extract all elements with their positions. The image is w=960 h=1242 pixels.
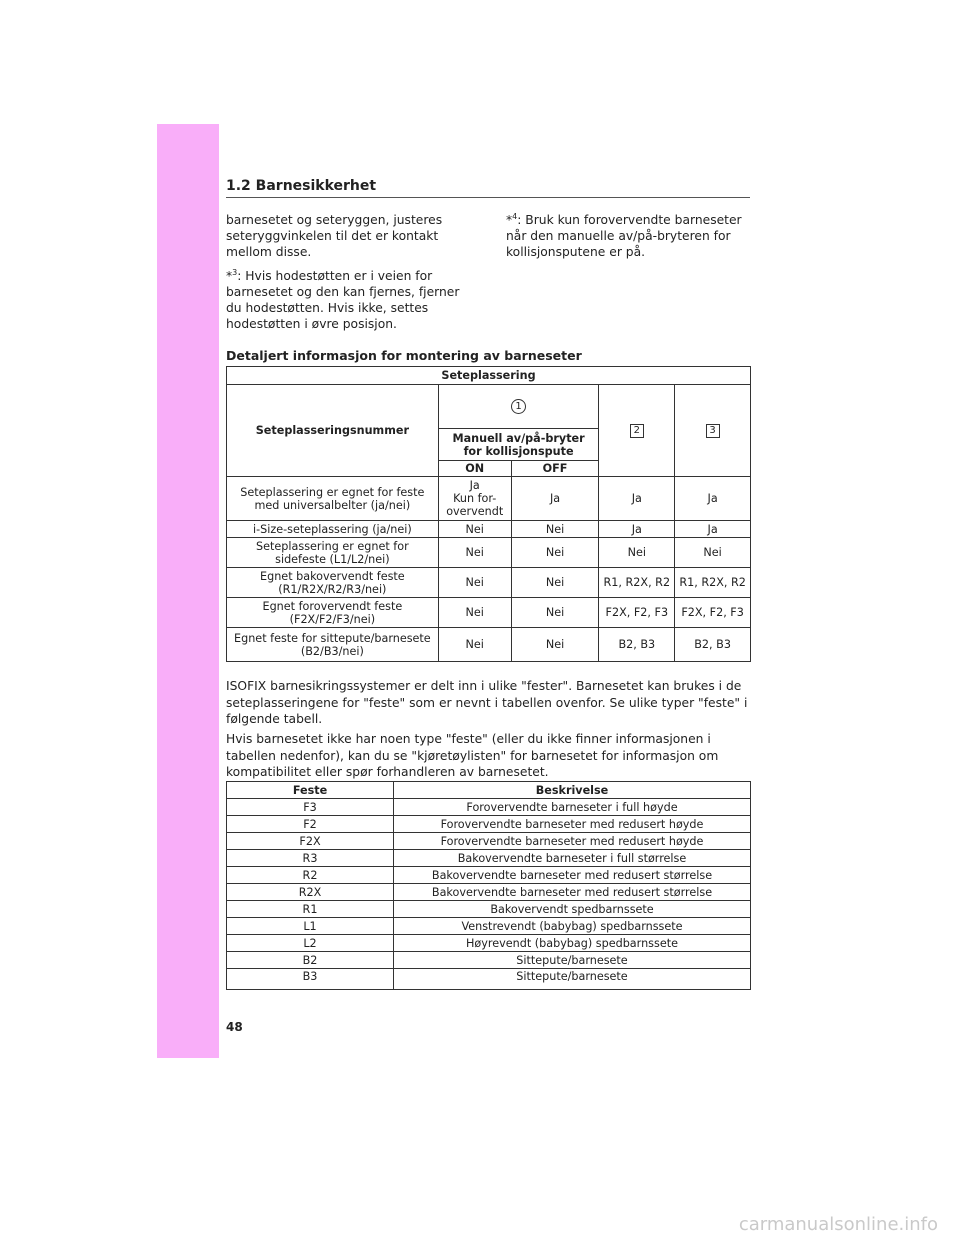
fixture-desc: Sittepute/barnesete xyxy=(394,969,751,990)
cell-pos2: F2X, F2, F3 xyxy=(599,598,675,628)
cell-off: Nei xyxy=(511,538,599,568)
right-paragraph-1 xyxy=(506,212,750,260)
footnote-text: : Bruk kun forovervendte barneseter når den manuelle av/på-bryteren for kollisjonsputene er på. xyxy=(506,213,742,259)
table-row xyxy=(227,884,751,901)
left-text-column xyxy=(226,212,476,340)
seat-position-table xyxy=(226,366,751,662)
table-row xyxy=(227,901,751,918)
table-row xyxy=(227,850,751,867)
row-label: i-Size-seteplassering (ja/nei) xyxy=(227,521,439,538)
fixture-code: L1 xyxy=(227,918,394,935)
cell-pos2: R1, R2X, R2 xyxy=(599,568,675,598)
table-row xyxy=(227,952,751,969)
cell-off: Nei xyxy=(511,598,599,628)
fixture-col-header: Feste xyxy=(227,782,394,799)
cell-pos3: Ja xyxy=(675,521,751,538)
on-header: ON xyxy=(438,461,511,477)
fixture-code: L2 xyxy=(227,935,394,952)
cell-pos2: Ja xyxy=(599,477,675,521)
seat-1-icon: 1 xyxy=(511,399,526,414)
footnote-number: 4 xyxy=(512,211,518,221)
cell-pos3: Nei xyxy=(675,538,751,568)
footnote-text: : Hvis hodestøtten er i veien for barnesetet og den kan fjernes, fjerner du hodestøtten. Hvis ikke, settes hodestøtten i øvre posisjon. xyxy=(226,269,460,331)
footnote-marker: * xyxy=(226,269,233,283)
table-row xyxy=(227,538,751,568)
footnote-marker: * xyxy=(506,213,513,227)
cell-pos3: R1, R2X, R2 xyxy=(675,568,751,598)
cell-pos2: Nei xyxy=(599,538,675,568)
table-row xyxy=(227,568,751,598)
page-number: 48 xyxy=(226,1020,243,1034)
cell-pos2: Ja xyxy=(599,521,675,538)
table-row xyxy=(227,918,751,935)
left-paragraph-1: barnesetet og seteryggen, justeres seteryggvinkelen til det er kontakt mellom disse. xyxy=(226,213,443,259)
cell-off: Nei xyxy=(511,521,599,538)
fixture-code: F2 xyxy=(227,816,394,833)
seat-position-1 xyxy=(438,385,599,429)
row-label: Seteplassering er egnet for sidefeste (L1/L2/nei) xyxy=(227,538,439,568)
fixture-code: R2 xyxy=(227,867,394,884)
cell-pos3: F2X, F2, F3 xyxy=(675,598,751,628)
seat-table-heading: Detaljert informasjon for montering av barneseter xyxy=(226,348,582,363)
cell-on: Nei xyxy=(438,628,511,662)
fixture-desc: Bakovervendte barneseter med redusert størrelse xyxy=(394,867,751,884)
row-label: Egnet forovervendt feste (F2X/F2/F3/nei) xyxy=(227,598,439,628)
table-row xyxy=(227,969,751,990)
table-row xyxy=(227,935,751,952)
row-label: Egnet feste for sittepute/barnesete (B2/B3/nei) xyxy=(227,628,439,662)
chapter-side-tab xyxy=(157,124,219,1058)
fixture-code: B2 xyxy=(227,952,394,969)
fixture-code: R3 xyxy=(227,850,394,867)
cell-off: Ja xyxy=(511,477,599,521)
off-header: OFF xyxy=(511,461,599,477)
cell-pos3: Ja xyxy=(675,477,751,521)
fixture-code: R1 xyxy=(227,901,394,918)
table-row xyxy=(227,477,751,521)
row-label: Seteplassering er egnet for feste med universalbelter (ja/nei) xyxy=(227,477,439,521)
compatibility-paragraph: Hvis barnesetet ikke har noen type "feste" (eller du ikke finner informasjonen i tabellen nedenfor), kan du se "kjøretøylisten" for barnesetet for informasjon om kompatibilitet eller spør forhandleren av barnesetet. xyxy=(226,732,719,779)
right-text-column xyxy=(506,212,750,268)
table-row xyxy=(227,816,751,833)
fixture-code: F2X xyxy=(227,833,394,850)
fixture-desc: Forovervendte barneseter med redusert høyde xyxy=(394,816,751,833)
seat-2-icon: 2 xyxy=(630,424,644,438)
watermark: carmanualsonline.info xyxy=(738,1214,938,1235)
cell-line: Kun for- xyxy=(453,492,497,505)
fixture-desc: Venstrevendt (babybag) spedbarnssete xyxy=(394,918,751,935)
table-row xyxy=(227,867,751,884)
fixture-desc: Høyrevendt (babybag) spedbarnssete xyxy=(394,935,751,952)
seat-group-header: Seteplassering xyxy=(227,367,751,385)
fixture-table xyxy=(226,781,751,990)
row-label: Egnet bakovervendt feste (R1/R2X/R2/R3/nei) xyxy=(227,568,439,598)
table-row xyxy=(227,833,751,850)
description-col-header: Beskrivelse xyxy=(394,782,751,799)
fixture-desc: Sittepute/barnesete xyxy=(394,952,751,969)
table-row xyxy=(227,628,751,662)
fixture-desc: Forovervendte barneseter med redusert høyde xyxy=(394,833,751,850)
fixture-code: R2X xyxy=(227,884,394,901)
manual-switch-header: Manuell av/på-bryter for kollisjonspute xyxy=(438,429,599,461)
cell-on: Nei xyxy=(438,538,511,568)
fixture-desc: Bakovervendt spedbarnssete xyxy=(394,901,751,918)
isofix-paragraph: ISOFIX barnesikringssystemer er delt inn i ulike "fester". Barnesetet kan brukes i de seteplasseringene for "feste" som er nevnt i tabellen ovenfor. Se ulike typer "feste" i følgende tabell. xyxy=(226,679,748,726)
fixture-desc: Forovervendte barneseter i full høyde xyxy=(394,799,751,816)
seat-position-3 xyxy=(675,385,751,477)
cell-on: Nei xyxy=(438,521,511,538)
fixture-code: F3 xyxy=(227,799,394,816)
cell-off: Nei xyxy=(511,628,599,662)
table-row xyxy=(227,799,751,816)
fixture-code: B3 xyxy=(227,969,394,990)
cell-on xyxy=(438,477,511,521)
cell-line: Ja xyxy=(469,479,480,492)
cell-off: Nei xyxy=(511,568,599,598)
cell-on: Nei xyxy=(438,598,511,628)
fixture-desc: Bakovervendte barneseter i full størrelse xyxy=(394,850,751,867)
cell-line: overvendt xyxy=(446,505,504,518)
seat-position-2 xyxy=(599,385,675,477)
table-row xyxy=(227,521,751,538)
seat-3-icon: 3 xyxy=(706,424,720,438)
cell-pos3: B2, B3 xyxy=(675,628,751,662)
section-title: 1.2 Barnesikkerhet xyxy=(226,178,750,198)
cell-pos2: B2, B3 xyxy=(599,628,675,662)
fixture-desc: Bakovervendte barneseter med redusert størrelse xyxy=(394,884,751,901)
seat-number-label: Seteplasseringsnummer xyxy=(227,385,439,477)
left-paragraph-2 xyxy=(226,268,476,332)
cell-on: Nei xyxy=(438,568,511,598)
table-row xyxy=(227,598,751,628)
footnote-number: 3 xyxy=(232,267,238,277)
